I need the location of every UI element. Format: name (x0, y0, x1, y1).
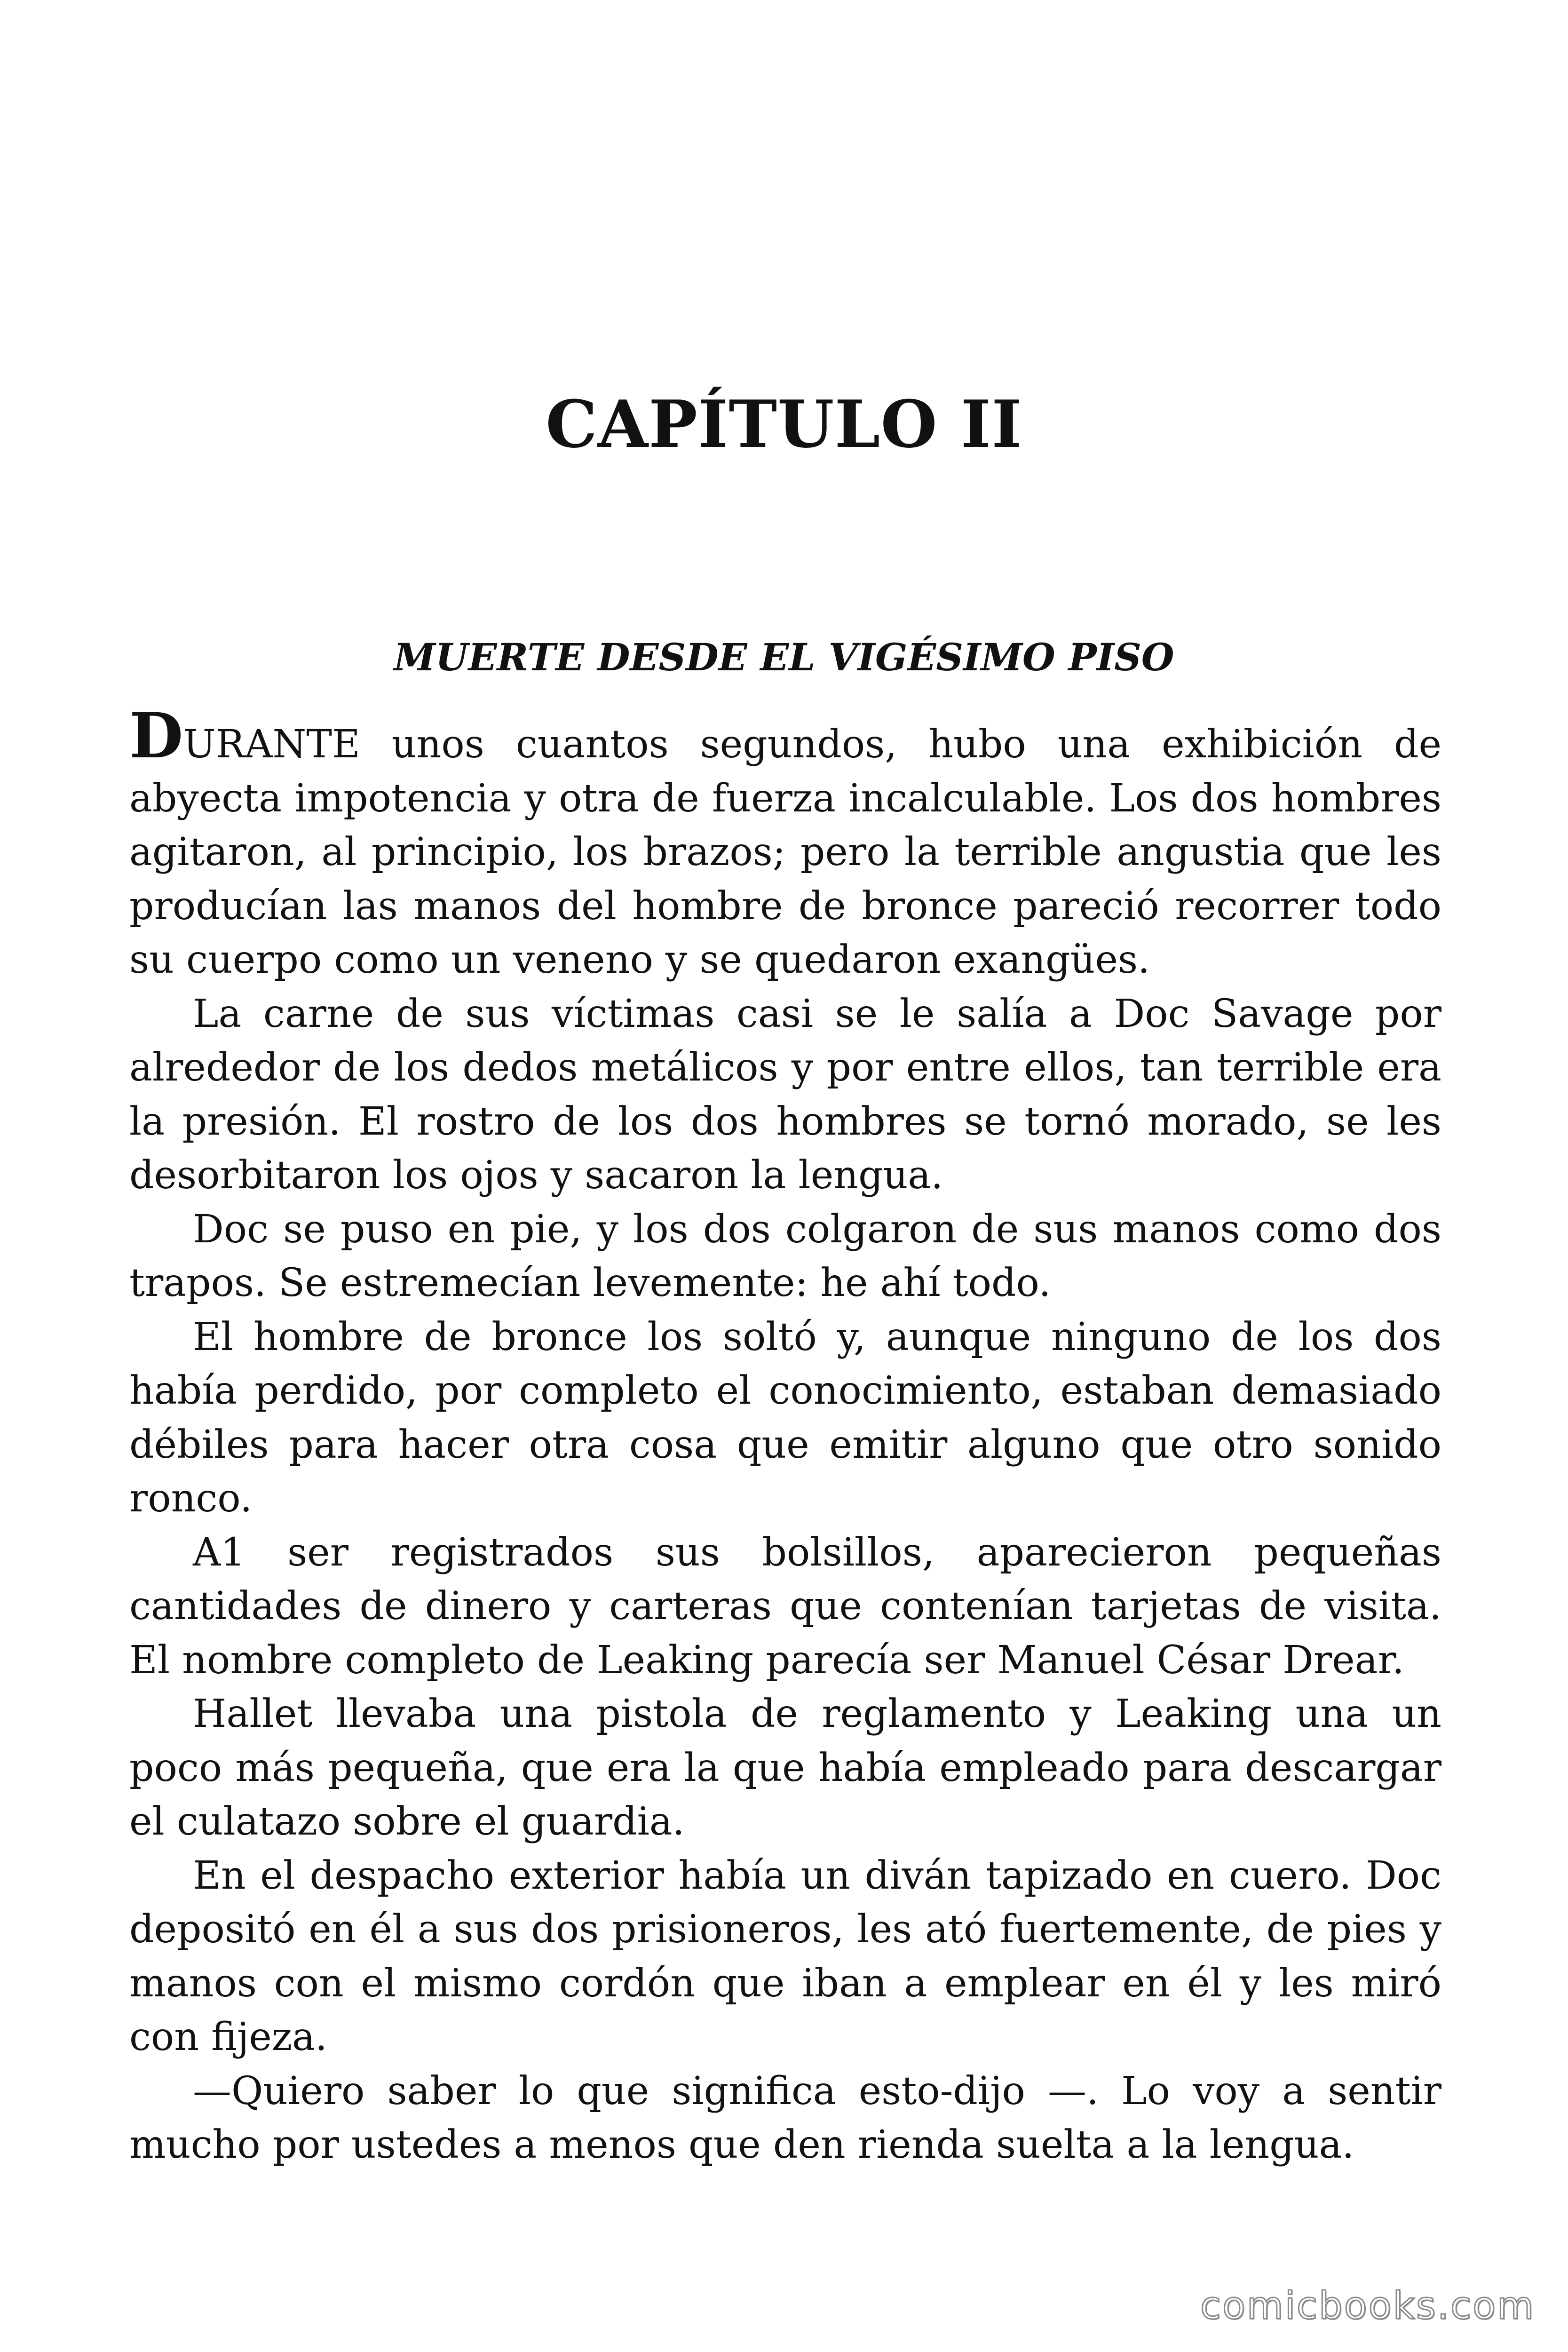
paragraph-1-text: unos cuantos segundos, hubo una exhibición de abyecta impotencia y otra de fuerza incalculable. Los dos hombres agitaron, al principio, los brazos; pero la terrible angustia que les producían las manos del hombre de bronce pareció recorrer todo su cuerpo como un veneno y se quedaron exangües. (129, 722, 1441, 982)
paragraph-5: A1 ser registrados sus bolsillos, aparecieron pequeñas cantidades de dinero y carteras que contenían tarjetas de visita. El nombre completo de Leaking parecía ser Manuel César Drear. (129, 1530, 1441, 1683)
paragraph-1 (129, 699, 1441, 987)
chapter-title: CAPÍTULO II (546, 386, 1022, 462)
paragraph-3: Doc se puso en pie, y los dos colgaron de sus manos como dos trapos. Se estremecían levemente: he ahí todo. (129, 1207, 1441, 1305)
chapter-body (129, 699, 1441, 2172)
paragraph-4: El hombre de bronce los soltó y, aunque ninguno de los dos había perdido, por completo el conocimiento, estaban demasiado débiles para hacer otra cosa que emitir alguno que otro sonido ronco. (129, 1314, 1441, 1521)
chapter-subtitle: MUERTE DESDE EL VIGÉSIMO PISO (394, 635, 1174, 679)
paragraph-8: —Quiero saber lo que significa esto-dijo —. Lo voy a sentir mucho por ustedes a menos que den rienda suelta a la lengua. (129, 2068, 1441, 2167)
paragraph-7: En el despacho exterior había un diván tapizado en cuero. Doc depositó en él a sus dos prisioneros, les ató fuertemente, de pies y manos con el mismo cordón que iban a emplear en él y les miró con fijeza. (129, 1853, 1441, 2059)
drop-cap: D (129, 699, 183, 772)
paragraph-6: Hallet llevaba una pistola de reglamento y Leaking una un poco más pequeña, que era la que había empleado para descargar el culatazo sobre el guardia. (129, 1692, 1441, 1844)
opening-word: URANTE (183, 722, 360, 767)
watermark: comicbooks.com (1200, 2284, 1535, 2328)
paragraph-2: La carne de sus víctimas casi se le salía a Doc Savage por alrededor de los dedos metálicos y por entre ellos, tan terrible era la presión. El rostro de los dos hombres se tornó morado, se les desorbitaron los ojos y sacaron la lengua. (129, 991, 1441, 1198)
